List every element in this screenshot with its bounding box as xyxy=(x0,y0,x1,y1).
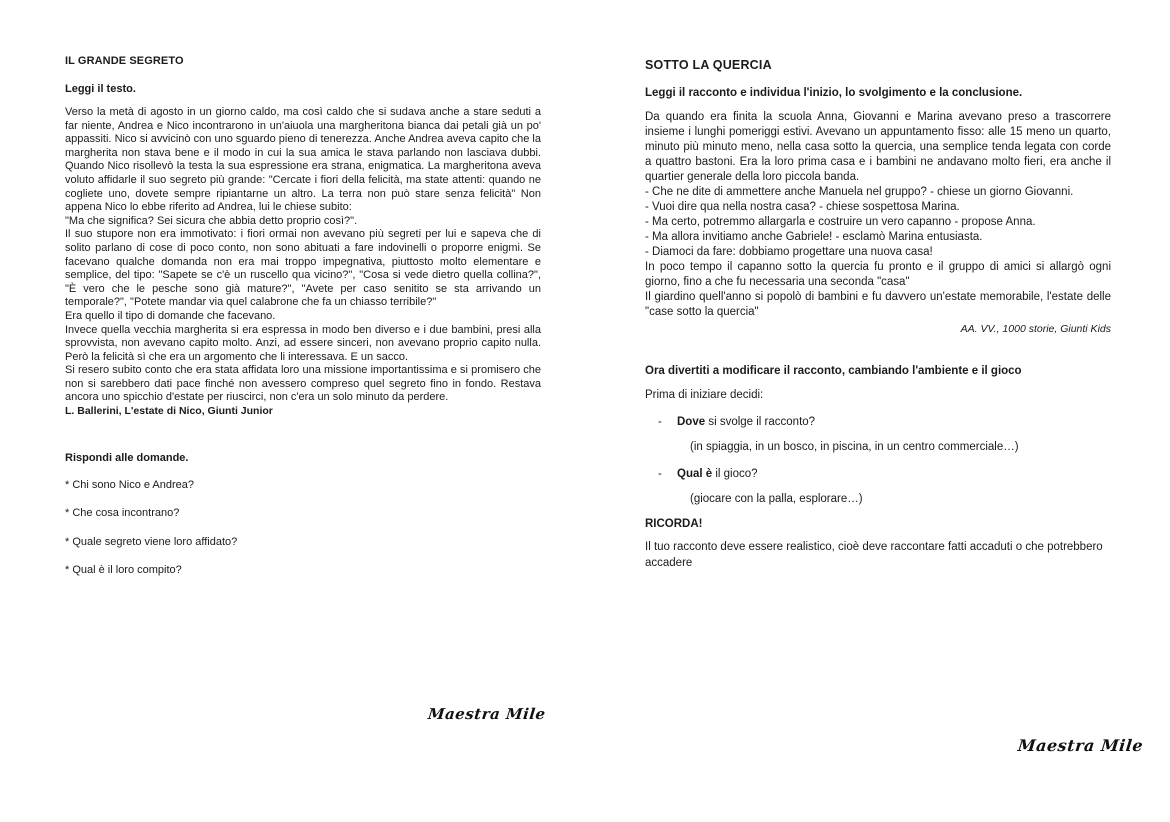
list-dash-marker: - xyxy=(658,468,662,480)
questions-heading: Rispondi alle domande. xyxy=(65,451,189,464)
page-il-grande-segreto xyxy=(65,55,541,578)
dialogue-line: - Vuoi dire qua nella nostra casa? - chiese sospettosa Marina. xyxy=(645,201,960,213)
left-instruction: Leggi il testo. xyxy=(65,83,136,95)
dialogue-line: - Diamoci da fare: dobbiamo progettare una nuova casa! xyxy=(645,246,933,258)
decision-rest: il gioco? xyxy=(712,468,758,480)
dialogue-line: - Che ne dite di ammettere anche Manuela nel gruppo? - chiese un giorno Giovanni. xyxy=(645,186,1074,198)
decision-text xyxy=(677,468,758,480)
right-story-body xyxy=(645,110,1111,320)
decision-hint: (in spiaggia, in un bosco, in piscina, in un centro commerciale…) xyxy=(690,441,1019,453)
right-instruction: Leggi il racconto e individua l'inizio, lo svolgimento e la conclusione. xyxy=(645,87,1023,99)
decision-text xyxy=(677,416,815,428)
decision-hint: (giocare con la palla, esplorare…) xyxy=(690,493,863,505)
question-item: * Quale segreto viene loro affidato? xyxy=(65,535,238,548)
decision-item-quale-gioco xyxy=(645,468,1111,480)
story-paragraph: Era quello il tipo di domande che facevano. xyxy=(65,309,276,322)
story-paragraph: Invece quella vecchia margherita si era espressa in modo ben diverso e i due bambini, presi alla sprovvista, non avevano capito molto. Anzi, ad essere sinceri, non avevano proprio capito nulla. Però la felicità sì che era un argomento che li interessava. E un sacco. xyxy=(65,323,541,363)
decision-item-dove xyxy=(645,416,1111,428)
teacher-signature-right: Maestra Mile xyxy=(1017,736,1145,755)
question-item: * Che cosa incontrano? xyxy=(65,507,180,520)
right-attribution: AA. VV., 1000 storie, Giunti Kids xyxy=(960,323,1111,335)
question-item: * Qual è il loro compito? xyxy=(65,564,182,577)
story-paragraph: Il giardino quell'anno si popolò di bambini e fu davvero un'estate memorabile, l'estate delle "case sotto la quercia" xyxy=(645,291,1111,318)
decision-keyword: Dove xyxy=(677,416,706,428)
left-story-body xyxy=(65,106,541,419)
left-page-title: IL GRANDE SEGRETO xyxy=(65,55,184,67)
story-paragraph: Da quando era finita la scuola Anna, Giovanni e Marina avevano preso a trascorrere insieme i lunghi pomeriggi estivi. Avevano un appuntamento fisso: alle 15 meno un quarto, minuto più minuto meno, nella casa sotto la quercia, una semplice tenda legata con corde a quattro bastoni. Era la loro prima casa e i bambini ne andavano molto fieri, era anche il quartier generale della loro piccola banda. xyxy=(645,111,1111,183)
story-paragraph: Il suo stupore non era immotivato: i fiori ormai non avevano più segreti per lui e sapeva che di solito parlano di cose di poco conto, non sono abituati a fare indovinelli o proporre enigmi. Se facevano qualche domanda non era mai troppo impegnativa, piuttosto molto elementare e semplice, del tipo: "Sapete se c'è un ruscello qua vicino?", "Cosa si vede dietro quella collina?", "È vero che le pesche sono già mature?", "Avete per caso senitito se sta arrivando un temporale?", "Potete mandar via quel calabrone che fa un chiasso terribile?" xyxy=(65,228,541,309)
story-paragraph: In poco tempo il capanno sotto la quercia fu pronto e il gruppo di amici si allargò ogni giorno, fino a che fu necessaria una seconda "casa" xyxy=(645,261,1111,288)
reminder-text: Il tuo racconto deve essere realistico, cioè deve raccontare fatti accaduti o che potrebbero accadere xyxy=(645,541,1103,569)
story-paragraph: Si resero subito conto che era stata affidata loro una missione importantissima e si promisero che non si sarebbero dati pace finché non avessero compreso quel segreto fino in fondo. Restava ancora uno spicchio d'estate per riuscirci, non c'era un solo minuto da perdere. xyxy=(65,364,541,404)
activity-heading: Ora divertiti a modificare il racconto, cambiando l'ambiente e il gioco xyxy=(645,365,1022,377)
right-page-title: SOTTO LA QUERCIA xyxy=(645,58,772,72)
reminder-heading: RICORDA! xyxy=(645,518,703,530)
decision-rest: si svolge il racconto? xyxy=(705,416,816,428)
question-item: * Chi sono Nico e Andrea? xyxy=(65,478,195,491)
left-attribution: L. Ballerini, L'estate di Nico, Giunti Junior xyxy=(65,405,273,418)
story-paragraph: "Ma che significa? Sei sicura che abbia detto proprio così?". xyxy=(65,214,358,227)
dialogue-line: - Ma certo, potremmo allargarla e costruire un vero capanno - propose Anna. xyxy=(645,216,1036,228)
story-paragraph: Verso la metà di agosto in un giorno caldo, ma così caldo che si sudava anche a stare seduti a far niente, Andrea e Nico incontrarono in un'aiuola una margheritona bianca dai petali già un po' appassiti. Nico si avvicinò con uno sguardo pieno di tenerezza. Anche Andrea aveva capito che la margherita non stava bene e il modo in cui la sua amica le stava parlando non lasciava dubbi. Quando Nico risollevò la testa la sua espressione era strana, enigmatica. La margheritona aveva voluto affidarle il suo segreto più grande: "Cercate i fiori della felicità, ma state attenti: quando ne cogliete uno, dovete sempre ripiantarne un altro. La terra non può stare senza felicità" Non appena Nico lo ebbe riferito ad Andrea, lui le chiese subito: xyxy=(65,106,541,214)
page-sotto-la-quercia xyxy=(645,58,1111,571)
dialogue-line: - Ma allora invitiamo anche Gabriele! - esclamò Marina entusiasta. xyxy=(645,231,983,243)
list-dash-marker: - xyxy=(658,416,662,428)
activity-intro: Prima di iniziare decidi: xyxy=(645,389,764,401)
decision-keyword: Qual è xyxy=(677,468,713,480)
teacher-signature-left: Maestra Mile xyxy=(427,705,547,723)
